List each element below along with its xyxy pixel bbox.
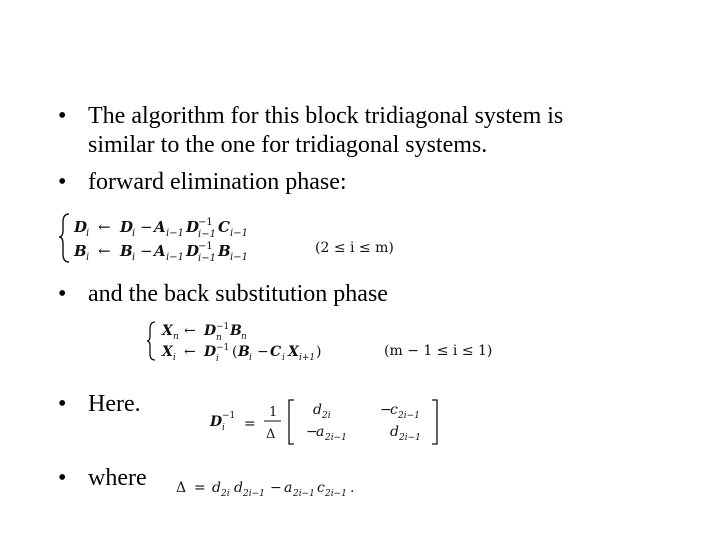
svg-text:d: d bbox=[390, 424, 399, 440]
svg-text:D: D bbox=[74, 218, 88, 236]
bullet-dot: • bbox=[58, 281, 67, 307]
svg-text:1: 1 bbox=[269, 405, 278, 420]
bullet-text: and the back substitution phase bbox=[88, 281, 388, 307]
svg-text:2i−1: 2i−1 bbox=[325, 489, 347, 499]
svg-text:i−1: i−1 bbox=[166, 228, 184, 239]
svg-text:(: ( bbox=[232, 344, 238, 360]
svg-text:i: i bbox=[132, 228, 136, 239]
bullet-text: forward elimination phase: bbox=[88, 169, 347, 195]
svg-text:−: − bbox=[257, 344, 269, 360]
svg-text:=: = bbox=[244, 416, 256, 432]
svg-text:2i−1: 2i−1 bbox=[399, 433, 421, 443]
svg-text:−1: −1 bbox=[198, 217, 213, 228]
svg-text:i−1: i−1 bbox=[166, 252, 184, 263]
svg-text:c: c bbox=[317, 480, 325, 496]
svg-text:i−1: i−1 bbox=[230, 228, 248, 239]
svg-text:i: i bbox=[86, 228, 90, 239]
svg-text:D: D bbox=[186, 218, 200, 236]
bullet-dot: • bbox=[58, 465, 67, 491]
svg-text:B: B bbox=[218, 242, 231, 260]
forward-condition: (2 ≤ i ≤ m) bbox=[315, 240, 394, 256]
svg-text:n: n bbox=[216, 333, 222, 343]
svg-text:←: ← bbox=[98, 218, 111, 236]
bullet-text bbox=[88, 102, 563, 160]
svg-text:X: X bbox=[288, 344, 299, 360]
back-condition: (m − 1 ≤ i ≤ 1) bbox=[384, 343, 493, 359]
svg-text:←: ← bbox=[184, 323, 196, 339]
bullet-text: Here. bbox=[88, 391, 141, 417]
svg-text:Δ: Δ bbox=[176, 480, 187, 496]
bullet-dot: • bbox=[58, 169, 67, 195]
svg-text:2i−1: 2i−1 bbox=[293, 489, 315, 499]
svg-text:i: i bbox=[86, 252, 90, 263]
svg-text:i: i bbox=[132, 252, 136, 263]
svg-text:i+1: i+1 bbox=[299, 353, 316, 363]
svg-text:B: B bbox=[230, 323, 242, 339]
bullet-text: where bbox=[88, 465, 147, 491]
svg-text:X: X bbox=[162, 344, 173, 360]
bullet-text-line-1: The algorithm for this block tridiagonal system is bbox=[88, 103, 564, 129]
svg-text:A: A bbox=[154, 242, 166, 260]
svg-text:i: i bbox=[216, 354, 219, 364]
bullet-algorithm bbox=[58, 102, 698, 160]
back-substitution-equations bbox=[146, 318, 406, 364]
svg-text:A: A bbox=[154, 218, 166, 236]
svg-text:i−1: i−1 bbox=[198, 229, 216, 240]
svg-text:−1: −1 bbox=[216, 343, 230, 353]
svg-text:D: D bbox=[204, 323, 217, 339]
svg-text:n: n bbox=[241, 332, 247, 342]
svg-text:a: a bbox=[284, 480, 293, 496]
svg-text:d: d bbox=[313, 402, 322, 418]
svg-text:D: D bbox=[186, 242, 200, 260]
svg-text:C: C bbox=[218, 218, 230, 236]
bullet-dot: • bbox=[58, 391, 67, 417]
svg-text:n: n bbox=[173, 332, 179, 342]
svg-text:C: C bbox=[270, 344, 282, 360]
bullet-dot: • bbox=[58, 103, 67, 129]
delta-definition bbox=[174, 472, 404, 502]
svg-text:a: a bbox=[316, 424, 325, 440]
svg-text:←: ← bbox=[184, 344, 196, 360]
svg-text:−: − bbox=[306, 424, 318, 440]
svg-text:X: X bbox=[162, 323, 173, 339]
bullet-text-line-2: similar to the one for tridiagonal systems. bbox=[88, 132, 488, 158]
svg-text:Δ: Δ bbox=[266, 427, 276, 442]
svg-text:.: . bbox=[350, 480, 355, 496]
svg-text:=: = bbox=[194, 480, 206, 496]
svg-text:B: B bbox=[238, 344, 250, 360]
svg-text:−: − bbox=[270, 480, 282, 496]
svg-text:D: D bbox=[204, 344, 217, 360]
svg-text:2i−1: 2i−1 bbox=[243, 489, 265, 499]
svg-text:2i−1: 2i−1 bbox=[325, 433, 347, 443]
svg-text:D: D bbox=[120, 218, 134, 236]
svg-text:i−1: i−1 bbox=[230, 252, 248, 263]
bullet-forward-elimination bbox=[58, 168, 347, 197]
svg-text:−1: −1 bbox=[198, 241, 213, 252]
svg-text:B: B bbox=[120, 242, 133, 260]
svg-text:2i: 2i bbox=[322, 411, 331, 421]
svg-text:i: i bbox=[249, 353, 252, 363]
svg-text:i: i bbox=[173, 353, 176, 363]
d-inverse-formula bbox=[208, 396, 448, 448]
svg-text:−: − bbox=[140, 218, 153, 236]
bullet-where bbox=[58, 464, 147, 493]
svg-text:i: i bbox=[222, 423, 225, 433]
bullet-here bbox=[58, 390, 141, 419]
svg-text:2i: 2i bbox=[221, 489, 230, 499]
svg-text:d: d bbox=[234, 480, 243, 496]
forward-elimination-equations bbox=[58, 208, 418, 268]
svg-text:−: − bbox=[380, 402, 392, 418]
svg-text:i−1: i−1 bbox=[198, 253, 216, 264]
svg-text:): ) bbox=[316, 344, 322, 360]
svg-text:i: i bbox=[282, 353, 285, 363]
svg-text:B: B bbox=[74, 242, 87, 260]
svg-text:D: D bbox=[210, 414, 223, 430]
svg-text:c: c bbox=[390, 402, 398, 418]
svg-text:−1: −1 bbox=[222, 411, 236, 421]
svg-text:2i−1: 2i−1 bbox=[398, 411, 420, 421]
bullet-back-substitution bbox=[58, 280, 388, 309]
svg-text:←: ← bbox=[98, 242, 111, 260]
svg-text:−1: −1 bbox=[216, 322, 230, 332]
svg-text:d: d bbox=[212, 480, 221, 496]
svg-text:−: − bbox=[140, 242, 153, 260]
